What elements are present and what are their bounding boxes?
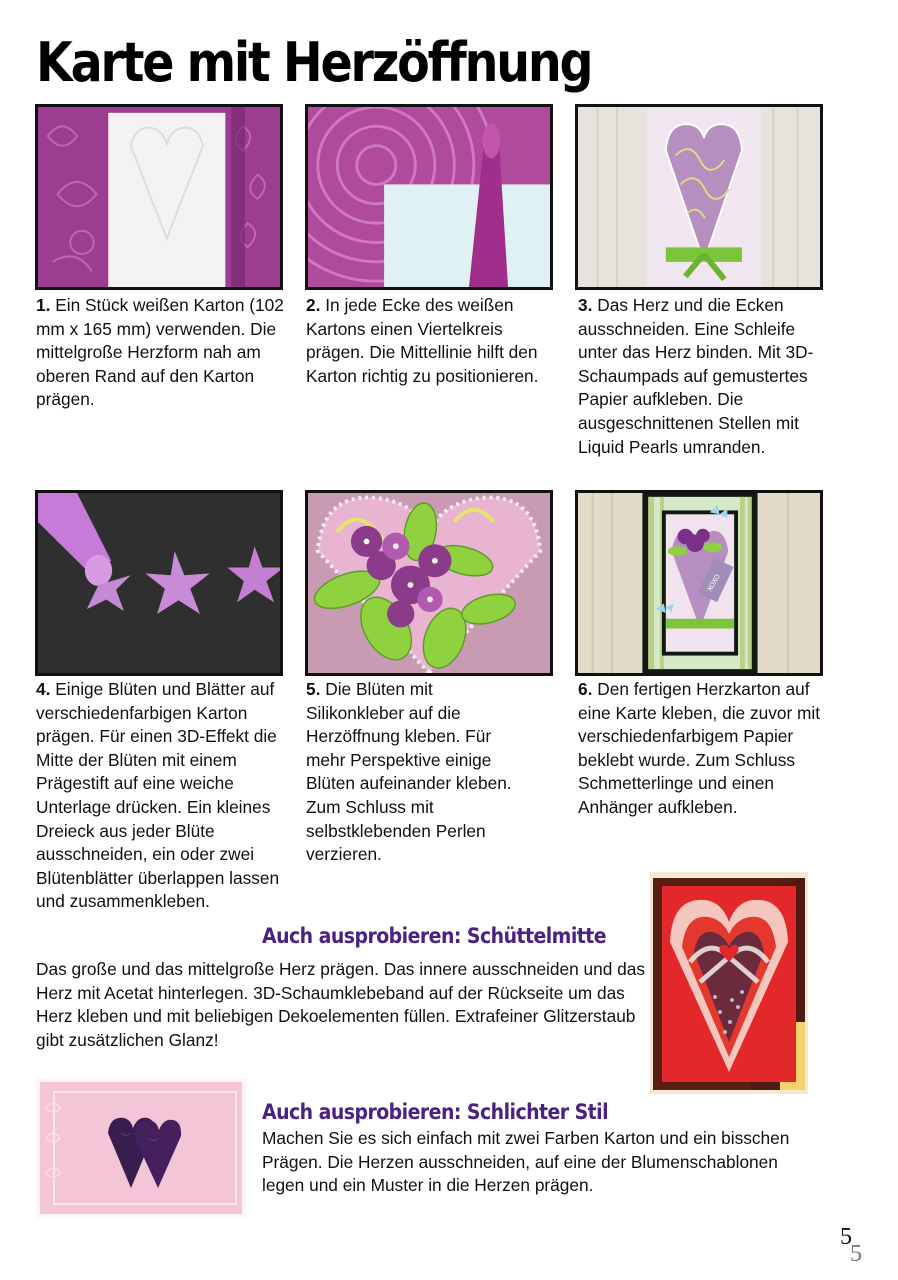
photo-simple-card bbox=[36, 1078, 246, 1218]
photo-step-3 bbox=[575, 104, 823, 290]
tip-1-heading: Auch ausprobieren: Schüttelmitte bbox=[262, 924, 607, 948]
step-number: 3. bbox=[578, 295, 593, 315]
photo-step-5 bbox=[305, 490, 553, 676]
step-number: 5. bbox=[306, 679, 321, 699]
step-4-text bbox=[36, 678, 292, 914]
tip-2-heading: Auch ausprobieren: Schlichter Stil bbox=[262, 1100, 609, 1124]
step-6-text bbox=[578, 678, 828, 820]
step-description: In jede Ecke des weißen Kartons einen Viertelkreis prägen. Die Mittellinie hilft den Karton richtig zu positionieren. bbox=[306, 295, 539, 386]
tip-1-text: Das große und das mittelgroße Herz prägen. Das innere ausschneiden und das Herz mit Acetat hinterlegen. 3D-Schaumklebeband auf der Rückseite um das Herz kleben und mit beliebigen Dekoelementen füllen. Extrafeiner Glitzerstaub gibt zusätzlichen Glanz! bbox=[36, 959, 646, 1050]
page-number: 5 bbox=[840, 1224, 852, 1250]
step-5-text bbox=[306, 678, 528, 867]
step-description: Die Blüten mit Silikonkleber auf die Herzöffnung kleben. Für mehr Perspektive einige Blüten aufeinander kleben. Zum Schluss mit selbstklebenden Perlen verzieren. bbox=[306, 679, 512, 865]
card-tag-label: XOXO bbox=[705, 572, 723, 594]
step-description: Einige Blüten und Blätter auf verschiedenfarbigen Karton prägen. Für einen 3D-Effekt die Mitte der Blüten mit einem Prägestift auf eine weiche Unterlage drücken. Ein kleines Dreieck aus jeder Blüte ausschneiden, ein oder zwei Blütenblätter überlappen lassen und zusammenkleben. bbox=[36, 679, 280, 912]
step-description: Den fertigen Herzkarton auf eine Karte kleben, die zuvor mit verschiedenfarbigem Papier beklebt wurde. Zum Schluss Schmetterlinge und einen Anhänger aufkleben. bbox=[578, 679, 821, 817]
photo-step-6 bbox=[575, 490, 823, 676]
step-number: 2. bbox=[306, 295, 321, 315]
step-number: 1. bbox=[36, 295, 51, 315]
photo-shaker-card bbox=[650, 872, 808, 1094]
photo-step-2 bbox=[305, 104, 553, 290]
step-number: 6. bbox=[578, 679, 593, 699]
step-2-text bbox=[306, 294, 546, 388]
step-description: Ein Stück weißen Karton (102 mm x 165 mm) verwenden. Die mittelgroße Herzform nah am oberen Rand auf den Karton prägen. bbox=[36, 295, 284, 410]
photo-step-4 bbox=[35, 490, 283, 676]
photo-step-1 bbox=[35, 104, 283, 290]
page-title: Karte mit Herzöffnung bbox=[36, 31, 592, 94]
step-3-text bbox=[578, 294, 826, 459]
page-number-ghost: 5 bbox=[850, 1241, 862, 1267]
step-number: 4. bbox=[36, 679, 51, 699]
step-1-text bbox=[36, 294, 286, 412]
tip-2-text: Machen Sie es sich einfach mit zwei Farben Karton und ein bisschen Prägen. Die Herzen ausschneiden, auf eine der Blumenschablonen legen und ein Muster in die Herzen prägen. bbox=[262, 1128, 790, 1196]
step-description: Das Herz und die Ecken ausschneiden. Eine Schleife unter das Herz binden. Mit 3D- Schaumpads auf gemustertes Papier aufkleben. Die ausgeschnittenen Stellen mit Liquid Pearls umranden. bbox=[578, 295, 814, 457]
